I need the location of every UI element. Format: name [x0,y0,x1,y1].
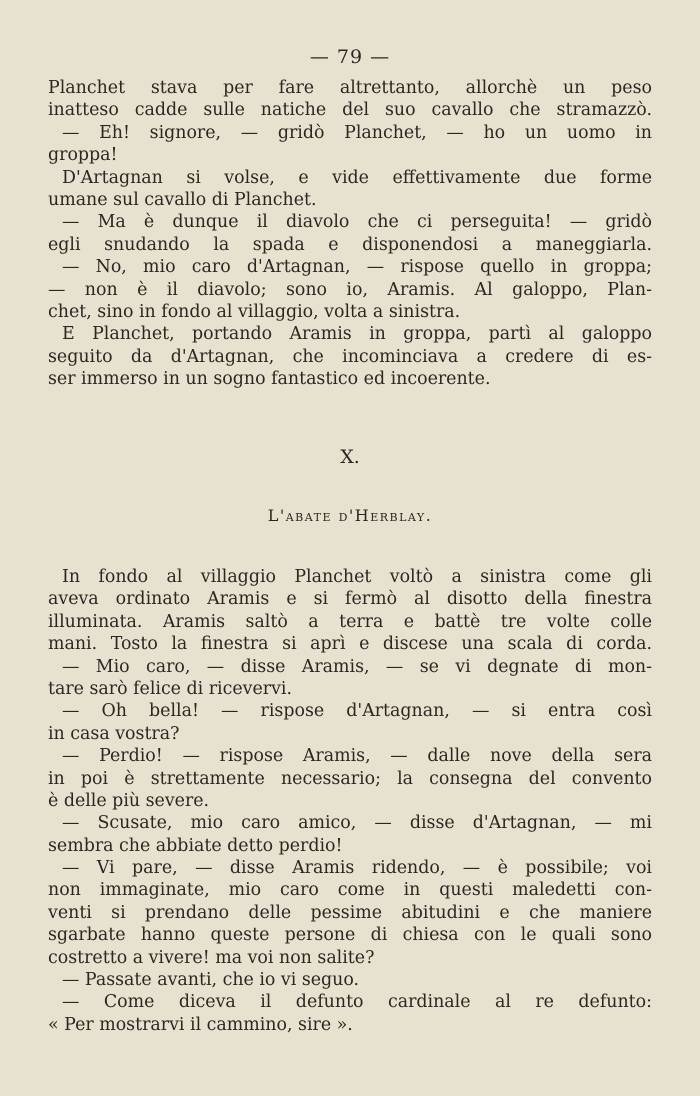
text-line: — Ma è dunque il diavolo che ci perseguita! — gridò [62,212,652,233]
text-line: — Mio caro, — disse Aramis, — se vi degnate di mon- [62,656,652,677]
text-line: — Oh bella! — rispose d'Artagnan, — si entra così [62,701,652,722]
text-line: costretto a vivere! ma voi non salite? [48,947,375,968]
text-line: E Planchet, portando Aramis in groppa, partì al galoppo [62,324,652,345]
text-line: — Scusate, mio caro amico, — disse d'Artagnan, — mi [62,813,652,834]
text-line: in poi è strettamente necessario; la consegna del convento [48,768,652,789]
page-number: — 79 — [309,46,391,68]
text-line: chet, sino in fondo al villaggio, volta a sinistra. [48,301,461,322]
text-line: Planchet stava per fare altrettanto, allorchè un peso [48,78,652,98]
text-line: — non è il diavolo; sono io, Aramis. Al galoppo, Plan- [48,279,652,300]
text-line: — Come diceva il defunto cardinale al re defunto: [62,992,652,1013]
text-line: — Eh! signore, — gridò Planchet, — ho un uomo in [62,122,652,143]
text-block-bottom [48,566,652,1036]
text-line: D'Artagnan si volse, e vide effettivamente due forme [62,167,652,188]
text-line: in casa vostra? [48,723,180,744]
text-line: illuminata. Aramis saltò a terra e battè tre volte colle [48,611,652,632]
text-line: — Vi pare, — disse Aramis ridendo, — è possibile; voi [62,858,652,879]
text-line: « Per mostrarvi il cammino, sire ». [48,1014,353,1035]
text-line: non immaginate, mio caro come in questi maledetti con- [48,880,652,901]
text-line: sgarbate hanno queste persone di chiesa con le quali sono [48,925,652,946]
text-line: venti si prendano delle pessime abitudini e che maniere [48,902,652,923]
chapter-title: L'abate d'Herblay. [267,506,433,525]
text-line: sembra che abbiate detto perdio! [48,835,343,856]
text-line: — Perdio! — rispose Aramis, — dalle nove della sera [62,746,652,767]
text-line: mani. Tosto la finestra si aprì e discese una scala di corda. [48,634,652,655]
text-line: inatteso cadde sulle natiche del suo cavallo che stramazzò. [48,100,652,121]
chapter-number: X. [340,446,360,468]
text-line: groppa! [48,145,118,166]
text-line: seguito da d'Artagnan, che incominciava a credere di es- [48,346,652,367]
text-block-top [48,77,652,390]
text-line: — No, mio caro d'Artagnan, — rispose quello in groppa; [62,257,652,278]
text-line: tare sarò felice di ricevervi. [48,678,292,699]
text-line: umane sul cavallo di Planchet. [48,189,317,210]
text-line: ser immerso in un sogno fantastico ed incoerente. [48,369,491,390]
text-line: egli snudando la spada e disponendosi a maneggiarla. [48,234,652,255]
text-line: è delle più severe. [48,790,210,811]
text-line: — Passate avanti, che io vi seguo. [62,970,360,991]
text-line: In fondo al villaggio Planchet voltò a sinistra come gli [62,567,652,587]
text-line: aveva ordinato Aramis e si fermò al disotto della finestra [48,589,652,610]
